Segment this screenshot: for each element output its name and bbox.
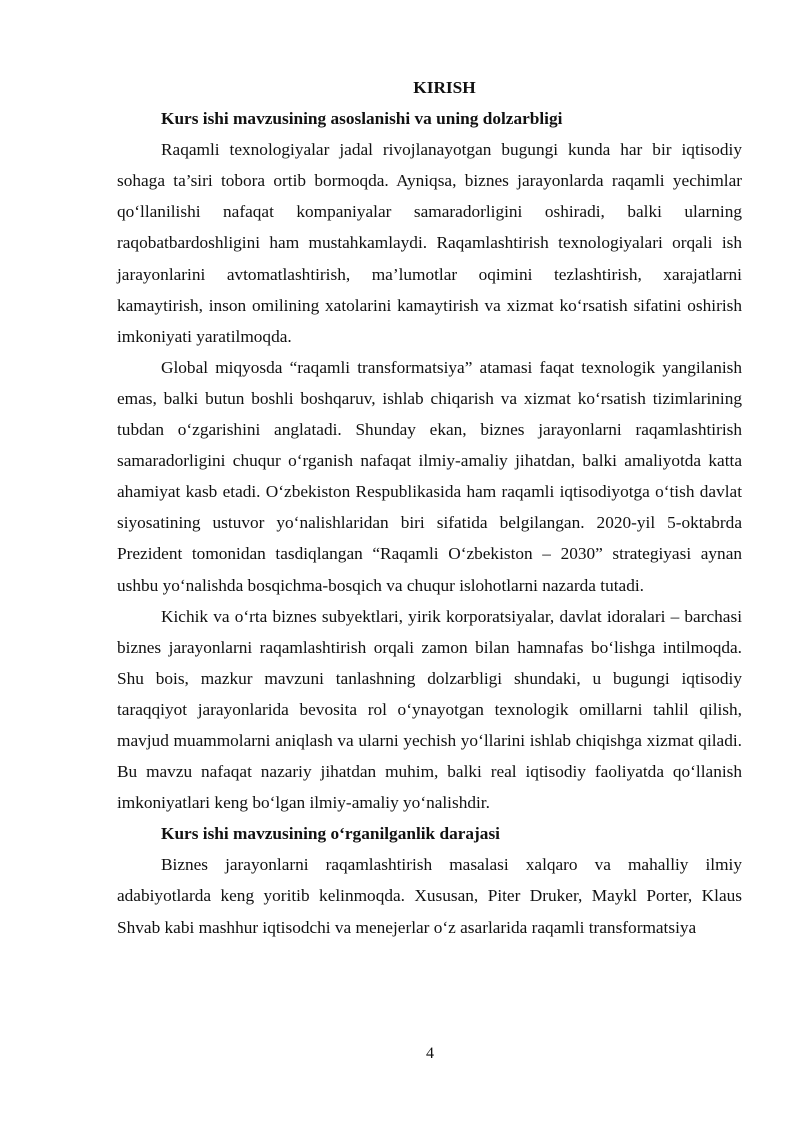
paragraph-4: Biznes jarayonlarni raqamlashtirish masalasi xalqaro va mahalliy ilmiy adabiyotlarda keng yoritib kelinmoqda. Xususan, Piter Druker, Maykl Porter, Klaus Shvab kabi mashhur iqtisodchi va menejerlar o‘z asarlarida raqamli transformatsiya — [117, 855, 742, 937]
paragraph-1: Raqamli texnologiyalar jadal rivojlanayotgan bugungi kunda har bir iqtisodiy sohaga ta’siri tobora ortib bormoqda. Ayniqsa, biznes jarayonlarda raqamli yechimlar qo‘llanilishi nafaqat kompaniyalar samaradorligini oshiradi, balki ularning raqobatbardoshligini ham mustahkamlaydi. Raqamlashtirish texnologiyalari orqali ish jarayonlarini avtomatlashtirish, ma’lumotlar oqimini tezlashtirish, xarajatlarni kamaytirish, inson omilining xatolarini kamaytirish va xizmat ko‘rsatish sifatini oshirish imkoniyati yaratilmoqda. — [117, 140, 742, 346]
document-page — [117, 72, 742, 943]
section-heading-study-level: Kurs ishi mavzusining o‘rganilganlik darajasi — [161, 824, 500, 844]
paragraph-3: Kichik va o‘rta biznes subyektlari, yirik korporatsiyalar, davlat idoralari – barchasi biznes jarayonlarni raqamlashtirish orqali zamon bilan hamnafas bo‘lishga intilmoqda. Shu bois, mazkur mavzuni tanlashning dolzarbligi shundaki, u bugungi iqtisodiy taraqqiyot jarayonlarida bevosita rol o‘ynayotgan texnologik omillarni tahlil qilish, mavjud muammolarni aniqlash va ularni yechish yo‘llarini ishlab chiqishga xizmat qiladi. Bu mavzu nafaqat nazariy jihatdan muhim, balki real iqtisodiy faoliyatda qo‘llanish imkoniyatlari keng bo‘lgan ilmiy-amaliy yo‘nalishdir. — [117, 606, 742, 813]
paragraph-2: Global miqyosda “raqamli transformatsiya” atamasi faqat texnologik yangilanish emas, balki butun boshli boshqaruv, ishlab chiqarish va xizmat ko‘rsatish tizimlarining tubdan o‘zgarishini anglatadi. Shunday ekan, biznes jarayonlarni raqamlashtirish samaradorligini chuqur o‘rganish nafaqat ilmiy-amaliy jihatdan, balki amaliyotda katta ahamiyat kasb etadi. O‘zbekiston Respublikasida ham raqamli iqtisodiyotga o‘tish davlat siyosatining ustuvor yo‘nalishlaridan biri sifatida belgilangan. 2020-yil 5-oktabrda Prezident tomonidan tasdiqlangan “Raqamli O‘zbekiston – 2030” strategiyasi aynan ushbu yo‘nalishda bosqichma-bosqich va chuqur islohotlarni nazarda tutadi. — [117, 357, 742, 595]
section-heading-rationale: Kurs ishi mavzusining asoslanishi va uning dolzarbligi — [161, 109, 563, 129]
page-title: KIRISH — [413, 78, 476, 97]
page-number: 4 — [426, 1045, 434, 1062]
